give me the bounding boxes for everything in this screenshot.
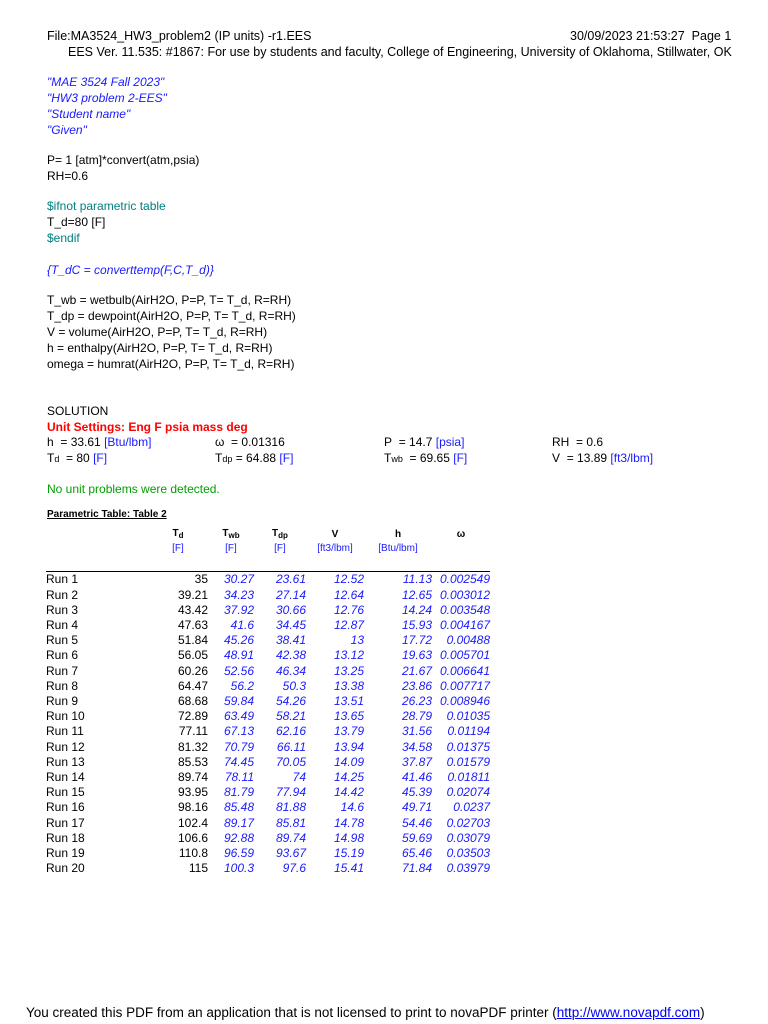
cell-value: 74.45 [223,754,254,769]
unit-td: [F] [172,543,184,554]
col-header-twb: $T_{wb}$ [222,528,240,540]
col-header-omega: ω [456,528,466,540]
cell-value: 89.17 [223,815,254,830]
cell-value: 15.41 [333,861,364,876]
cell-td: 68.68 [177,694,208,709]
cell-value: 15.93 [401,618,432,632]
cell-value: 23.61 [275,572,306,587]
cell-value: 50.3 [282,678,306,693]
cell-td: 77.11 [178,724,208,739]
cell-value: 14.09 [333,754,364,769]
print-datetime: 30/09/2023 21:53:27 Page 1 [570,29,732,43]
cell-value: 21.67 [401,663,432,678]
run-label: Run 11 [46,724,84,739]
cell-value: 0.01035 [446,709,490,724]
cell-value: 93.67 [275,846,306,861]
cell-value: 14.78 [333,815,364,830]
cell-value: 49.71 [401,800,432,815]
cell-value: 89.74 [275,830,306,845]
result-twb: Twb = 69.65 [F] [384,451,468,465]
code-block-properties: T_wb = wetbulb(AirH2O, P=P, T= T_d, R=RH) T_dp = dewpoint(AirH2O, P=P, T= T_d, R=RH) V = volume(AirH2O, P=P, T= T_d, R=RH) h = enthalpy(AirH2O, P=P, T= T_d, R=RH) omega = humrat(AirH2O, P=P, T= T_d, R=RH) [47,293,296,371]
cell-value: 30.27 [223,572,254,587]
result-omega: ω = 0.01316 [215,435,285,449]
table-row [46,572,490,588]
cell-value: 34.58 [401,739,432,754]
table-row [46,831,490,846]
cell-value: 48.91 [223,648,254,663]
cell-value: 67.13 [223,724,254,739]
cell-td: 35 [194,572,208,587]
cell-value: 27.14 [275,587,306,602]
col-header-h: h [394,528,402,540]
unit-tdp: [F] [274,543,286,554]
cell-value: 45.39 [401,785,432,800]
cell-value: 28.79 [401,709,432,724]
run-label: Run 12 [46,739,85,754]
cell-value: 0.03503 [446,846,490,861]
cell-value: 42.38 [275,648,306,663]
run-label: Run 5 [46,633,79,648]
cell-value: 15.19 [333,846,364,861]
cell-td: 102.4 [177,815,208,830]
run-label: Run 20 [46,861,85,876]
parametric-table [46,527,490,876]
table-row [46,740,490,755]
table-row [46,770,490,785]
table-row [46,618,490,633]
cell-value: 100.3 [223,861,254,876]
cell-value: 0.003548 [439,602,490,617]
cell-value: 62.16 [275,724,306,739]
cell-value: 26.23 [401,694,432,709]
run-label: Run 8 [46,678,79,693]
cell-value: 65.46 [401,846,432,861]
cell-td: 110.8 [178,846,208,861]
cell-value: 19.63 [401,648,432,663]
cell-td: 43.42 [177,602,208,617]
cell-value: 13.51 [333,694,364,709]
col-header-v: V [331,528,339,540]
cell-value: 0.002549 [439,572,490,587]
cell-value: 0.03079 [446,830,490,845]
cell-td: 106.6 [177,830,208,845]
cell-value: 12.76 [333,602,364,617]
novapdf-link[interactable]: http://www.novapdf.com [556,1005,701,1020]
cell-value: 54.26 [275,694,306,709]
run-label: Run 2 [46,587,79,602]
table-row [46,679,490,694]
run-label: Run 3 [46,602,79,617]
cell-value: 0.008946 [439,694,490,709]
ees-version-line: EES Ver. 11.535: #1867: For use by students and faculty, College of Engineering, University of Oklahoma, Stillwater, OK [68,45,732,59]
run-label: Run 10 [46,709,85,724]
cell-td: 51.84 [177,633,208,648]
cell-value: 58.21 [275,709,306,724]
cell-value: 13.38 [333,678,364,693]
cell-value: 41.46 [401,770,432,785]
cell-value: 92.88 [223,830,254,845]
col-header-tdp: $T_{dp}$ [272,528,288,540]
cell-value: 13.94 [333,739,364,754]
run-label: Run 18 [46,830,85,845]
file-title: File:MA3524_HW3_problem2 (IP units) -r1.EES [47,29,312,43]
result-v: V = 13.89 [ft3/lbm] [552,451,654,465]
solution-title: SOLUTION [47,404,109,418]
table-unit-row [46,541,490,556]
table-separator [46,556,490,572]
unit-h: [Btu/lbm] [378,543,418,554]
comment-block: "MAE 3524 Fall 2023" "HW3 problem 2-EES" "Student name" "Given" [47,75,167,137]
cell-value: 0.007717 [439,678,490,693]
table-row [46,603,490,618]
cell-value: 30.66 [275,602,306,617]
cell-value: 0.01375 [446,739,490,754]
result-p: P = 14.7 [psia] [384,435,465,449]
run-label: Run 4 [46,618,79,632]
table-row [46,724,490,739]
cell-td: 89.74 [177,770,208,785]
table-row [46,755,490,770]
brace-comment: {T_dC = converttemp(F,C,T_d)} [47,263,214,277]
run-label: Run 6 [46,648,79,663]
cell-value: 56.2 [230,678,254,693]
cell-td: 72.89 [177,709,208,724]
col-header-td: $T_d$ [172,528,184,540]
cell-td: 93.95 [177,785,208,800]
table-header-row [46,527,490,541]
cell-value: 0.005701 [439,648,490,663]
cell-value: 38.41 [275,633,306,648]
cell-value: 13.12 [333,648,364,663]
cell-value: 63.49 [223,709,254,724]
cell-value: 59.69 [401,830,432,845]
cell-value: 78.11 [224,770,254,785]
footer-notice: You created this PDF from an application that is not licensed to print to novaPDF printer (http://www.novapdf.com) [26,1005,705,1020]
table-body [46,572,490,877]
cell-value: 70.05 [275,754,306,769]
table-row [46,694,490,709]
cell-td: 98.16 [177,800,208,815]
unit-twb: [F] [225,543,237,554]
result-tdp: Tdp = 64.88 [F] [215,451,294,465]
cell-value: 37.92 [223,602,254,617]
cell-td: 60.26 [177,663,208,678]
cell-value: 12.64 [333,587,364,602]
cell-value: 14.6 [340,800,364,815]
run-label: Run 1 [46,572,79,587]
cell-value: 0.03979 [446,861,490,876]
table-row [46,633,490,648]
table-row [46,800,490,815]
result-h: h = 33.61 [Btu/lbm] [47,435,152,449]
cell-value: 52.56 [223,663,254,678]
cell-value: 0.006641 [439,663,490,678]
table-row [46,785,490,800]
run-label: Run 17 [46,815,85,830]
run-label: Run 13 [46,754,85,769]
cell-value: 54.46 [401,815,432,830]
cell-value: 0.0237 [453,800,490,815]
cell-value: 81.88 [275,800,306,815]
unit-v: [ft3/lbm] [317,543,353,554]
table-row [46,664,490,679]
cell-value: 77.94 [275,785,306,800]
result-rh: RH = 0.6 [552,435,604,449]
code-block-given: P= 1 [atm]*convert(atm,psia) RH=0.6 [47,153,200,183]
run-label: Run 7 [46,663,79,678]
cell-value: 59.84 [223,694,254,709]
cell-value: 45.26 [223,633,254,648]
cell-td: 64.47 [177,678,208,693]
directive-block: $ifnot parametric table T_d=80 [F] $endif [47,199,166,245]
cell-td: 39.21 [177,587,208,602]
cell-value: 12.52 [333,572,364,587]
cell-value: 0.003012 [439,587,490,602]
cell-value: 14.42 [333,785,364,800]
cell-value: 0.01811 [447,770,490,785]
parametric-table-title: Parametric Table: Table 2 [47,509,167,520]
cell-value: 0.02074 [446,785,490,800]
cell-value: 13.65 [333,709,364,724]
cell-td: 56.05 [177,648,208,663]
cell-value: 0.004167 [439,618,490,632]
cell-td: 81.32 [177,739,208,754]
cell-value: 34.23 [223,587,254,602]
cell-value: 13.79 [333,724,364,739]
no-unit-problems: No unit problems were detected. [47,482,220,496]
cell-value: 13 [350,633,364,648]
cell-value: 74 [292,770,306,785]
unit-settings: Unit Settings: Eng F psia mass deg [47,420,248,434]
cell-value: 14.98 [333,830,364,845]
cell-value: 14.24 [401,602,432,617]
run-label: Run 19 [46,846,85,861]
unit-omega [432,541,490,556]
table-row [46,588,490,603]
cell-value: 11.13 [402,572,432,587]
cell-value: 12.65 [401,587,432,602]
cell-value: 96.59 [223,846,254,861]
result-td: Td = 80 [F] [47,451,108,465]
cell-value: 17.72 [401,633,432,648]
cell-value: 71.84 [401,861,432,876]
cell-value: 81.79 [223,785,254,800]
cell-td: 47.63 [177,618,208,632]
run-label: Run 16 [46,800,85,815]
cell-value: 70.79 [223,739,254,754]
cell-value: 85.81 [275,815,306,830]
cell-value: 85.48 [223,800,254,815]
cell-value: 12.87 [333,618,364,632]
cell-td: 115 [188,861,208,876]
cell-td: 85.53 [177,754,208,769]
table-row [46,861,490,876]
run-label: Run 14 [46,770,85,785]
cell-value: 31.56 [401,724,432,739]
cell-value: 37.87 [401,754,432,769]
cell-value: 46.34 [275,663,306,678]
table-row [46,648,490,663]
cell-value: 14.25 [333,770,364,785]
table-row [46,816,490,831]
table-row [46,709,490,724]
cell-value: 66.11 [276,739,306,754]
cell-value: 41.6 [230,618,254,632]
cell-value: 0.01194 [447,724,490,739]
table-row [46,846,490,861]
cell-value: 97.6 [282,861,306,876]
cell-value: 23.86 [401,678,432,693]
run-label: Run 15 [46,785,85,800]
cell-value: 34.45 [275,618,306,632]
cell-value: 0.00488 [446,633,490,648]
cell-value: 0.02703 [446,815,490,830]
run-label: Run 9 [46,694,79,709]
cell-value: 13.25 [333,663,364,678]
cell-value: 0.01579 [446,754,490,769]
